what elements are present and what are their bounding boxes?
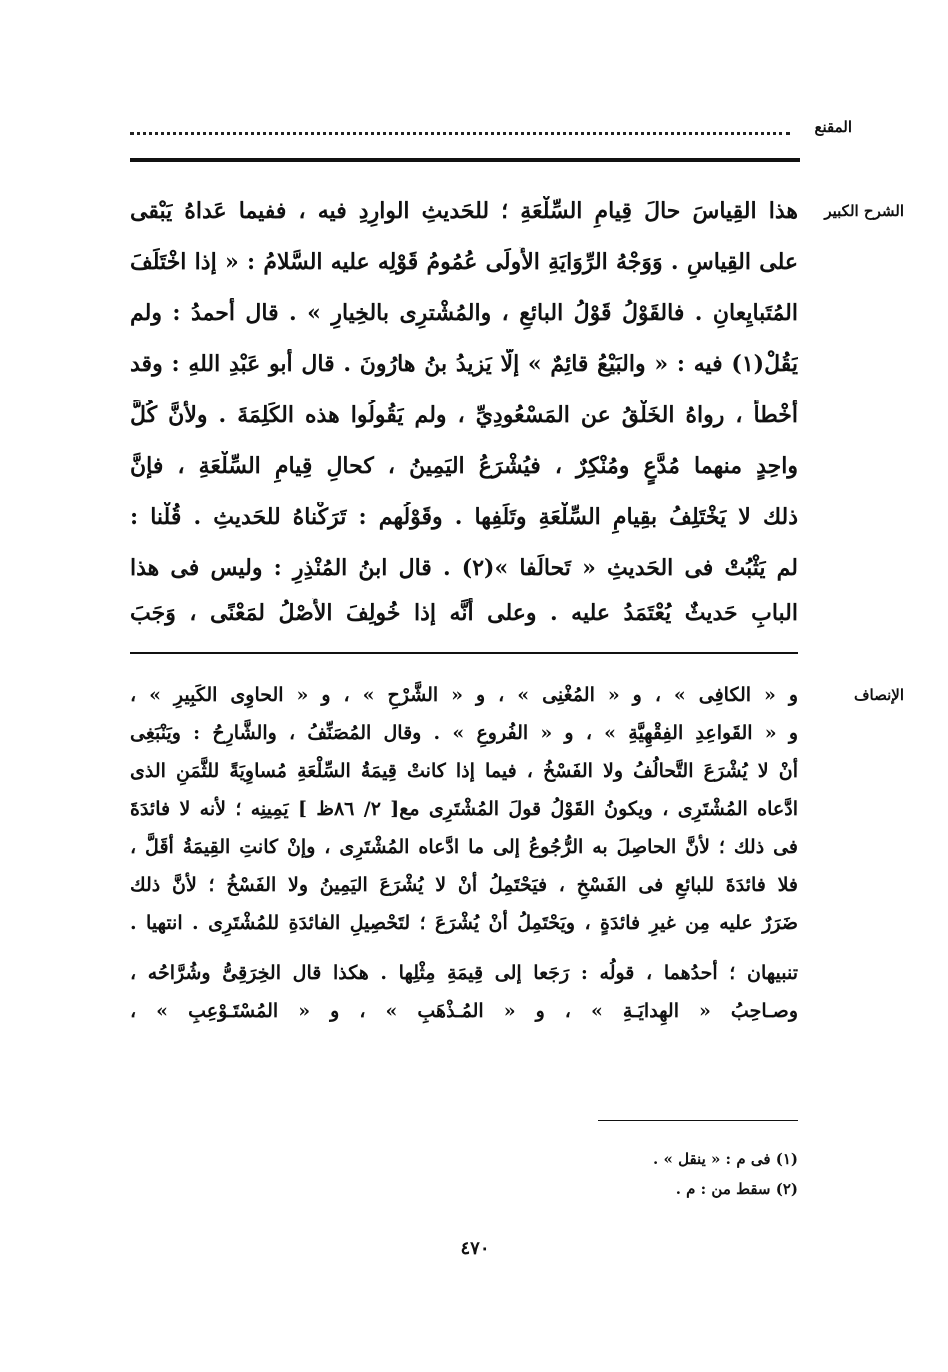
tanbihan-heading: تنبيهان	[747, 962, 798, 984]
insaf-line-5: فى ذلك ؛ لأنَّ الحاصِلَ به الرُّجُوعُ إلى ما ادَّعاه المُشْتَرِى ، وإنْ كانتِ القِيمَةُ أقَلَّ ،	[130, 836, 798, 858]
sharh-line-4: يَقُلْ(١) فيه : « والبَيْعُ قائِمٌ » إلَّا يَزيدُ بنُ هارُونَ . قال أبو عَبْدِ اللهِ : وقد	[130, 351, 798, 377]
sharh-line-8: لم يَثْبُتْ فى الحَديثِ « تَحالَفا »(٢) . قال ابنُ المُنْذِرِ : وليس فى هذا	[130, 555, 798, 581]
sharh-line-5: أخْطأَ ، رواهُ الخَلْقُ عن المَسْعُودِيِّ ، ولم يَقُولُوا هذه الكَلِمَةَ . ولأنَّ كُلَّ	[130, 402, 798, 428]
running-header-title: المقنع	[814, 118, 852, 136]
tanbihan-line-1	[130, 958, 798, 992]
insaf-line-4: ادَّعاه المُشْتَرِى ، ويكونُ القَوْلُ قولَ المُشْتَرِى مع[ ٢/ ٨٦ظ ] يَمِينِه ؛ لأنه لا فائدَةَ	[130, 798, 798, 820]
sharh-section-label: الشرح الكبير	[824, 202, 904, 220]
footnote-1: (١) فى م : « ينقل » .	[653, 1150, 798, 1168]
sharh-line-3: المُتَبايِعانِ . فالقَوْلُ قَوْلُ البائعِ ، والمُشْترِى بالخِيارِ » . قال أحمدُ : ولم	[130, 300, 798, 326]
insaf-section-label: الإنصاف	[853, 686, 904, 704]
sharh-line-9: البابِ حَديثٌ يُعْتَمَدُ عليه . وعلى أنَّه إذا خُولِفَ الأَصْلُ لمَعْنًى ، وَجَبَ	[130, 600, 798, 626]
tanbihan-line-1-text: ؛ أحدُهما ، قولُه : رَجَعا إلى قِيمَةِ مِثْلِها . هكذا قال الخِرَقِىُّ وشُرَّاحُه ،	[130, 962, 736, 984]
insaf-line-7: ضَرَرٌ عليه مِن غيرِ فائدَةٍ ، ويَحْتَمِلُ أنْ يُشْرَعَ ؛ لتَحْصِيلِ الفائدَةِ للمُشْتَرِى . انتهيا .	[130, 912, 798, 934]
header-rule	[130, 158, 800, 162]
footnote-2: (٢) سقط من : م .	[675, 1180, 798, 1198]
sharh-line-7: ذلك لا يَخْتَلِفُ بقِيامِ السِّلْعَةِ وتَلَفِها . وقَوْلُهم : تَرَكْناهُ للحَديثِ . قُلْنا :	[130, 504, 798, 530]
insaf-line-2: و « القَواعِدِ الفِقْهِيَّةِ » ، و « الفُروعِ » . وقال المُصَنِّفُ ، والشَّارِحُ : ويَنْبَغِى	[130, 722, 798, 744]
insaf-line-6: فلا فائدَةَ للبائعِ فى الفَسْخِ ، فيَحْتَمِلُ أنْ لا يُشْرَعَ اليَمِينُ ولا الفَسْخُ ؛ لأنَّ ذلك	[130, 874, 798, 896]
sharh-line-6: واحِدٍ منهما مُدَّعٍ ومُنْكِرٌ ، فيُشْرَعُ اليَمِينُ ، كحالِ قِيامِ السِّلْعَةِ ، فإنَّ	[130, 453, 798, 479]
sharh-line-2: على القِياسِ . وَوَجْهُ الرِّوَايَةِ الأُولَى عُمُومُ قَوْلِه عليه السَّلامُ : « إذا اخْتَلَفَ	[130, 249, 798, 275]
insaf-line-1: و « الكافِى » ، و « المُغْنِى » ، و « الشَّرْحِ » ، و « الحاوِى الكَبِيرِ » ،	[130, 684, 798, 706]
section-divider	[130, 652, 798, 654]
sharh-text	[130, 196, 798, 636]
insaf-line-3: أنْ لا يُشْرَعَ التَّحالُفُ ولا الفَسْخُ ، فيما إذا كانتْ قِيمَةُ السِّلْعَةِ مُساوِيَةً للثَّمَنِ الذى	[130, 760, 798, 782]
sharh-line-1: هذا القِياسَ حالَ قِيامِ السِّلْعَةِ ؛ للحَديثِ الوارِدِ فيه ، ففيما عَداهُ يَبْقى	[130, 198, 798, 224]
page-number: ٤٧٠	[460, 1238, 490, 1259]
insaf-text	[130, 680, 798, 1100]
footnote-rule	[598, 1120, 798, 1121]
header-dotted-rule	[130, 132, 790, 135]
tanbihan-line-2: وصـاحِبُ « الهِدايَـةِ » ، و « المُـذْهَبِ » ، و « المُسْتَـوْعِبِ » ،	[130, 1000, 798, 1022]
